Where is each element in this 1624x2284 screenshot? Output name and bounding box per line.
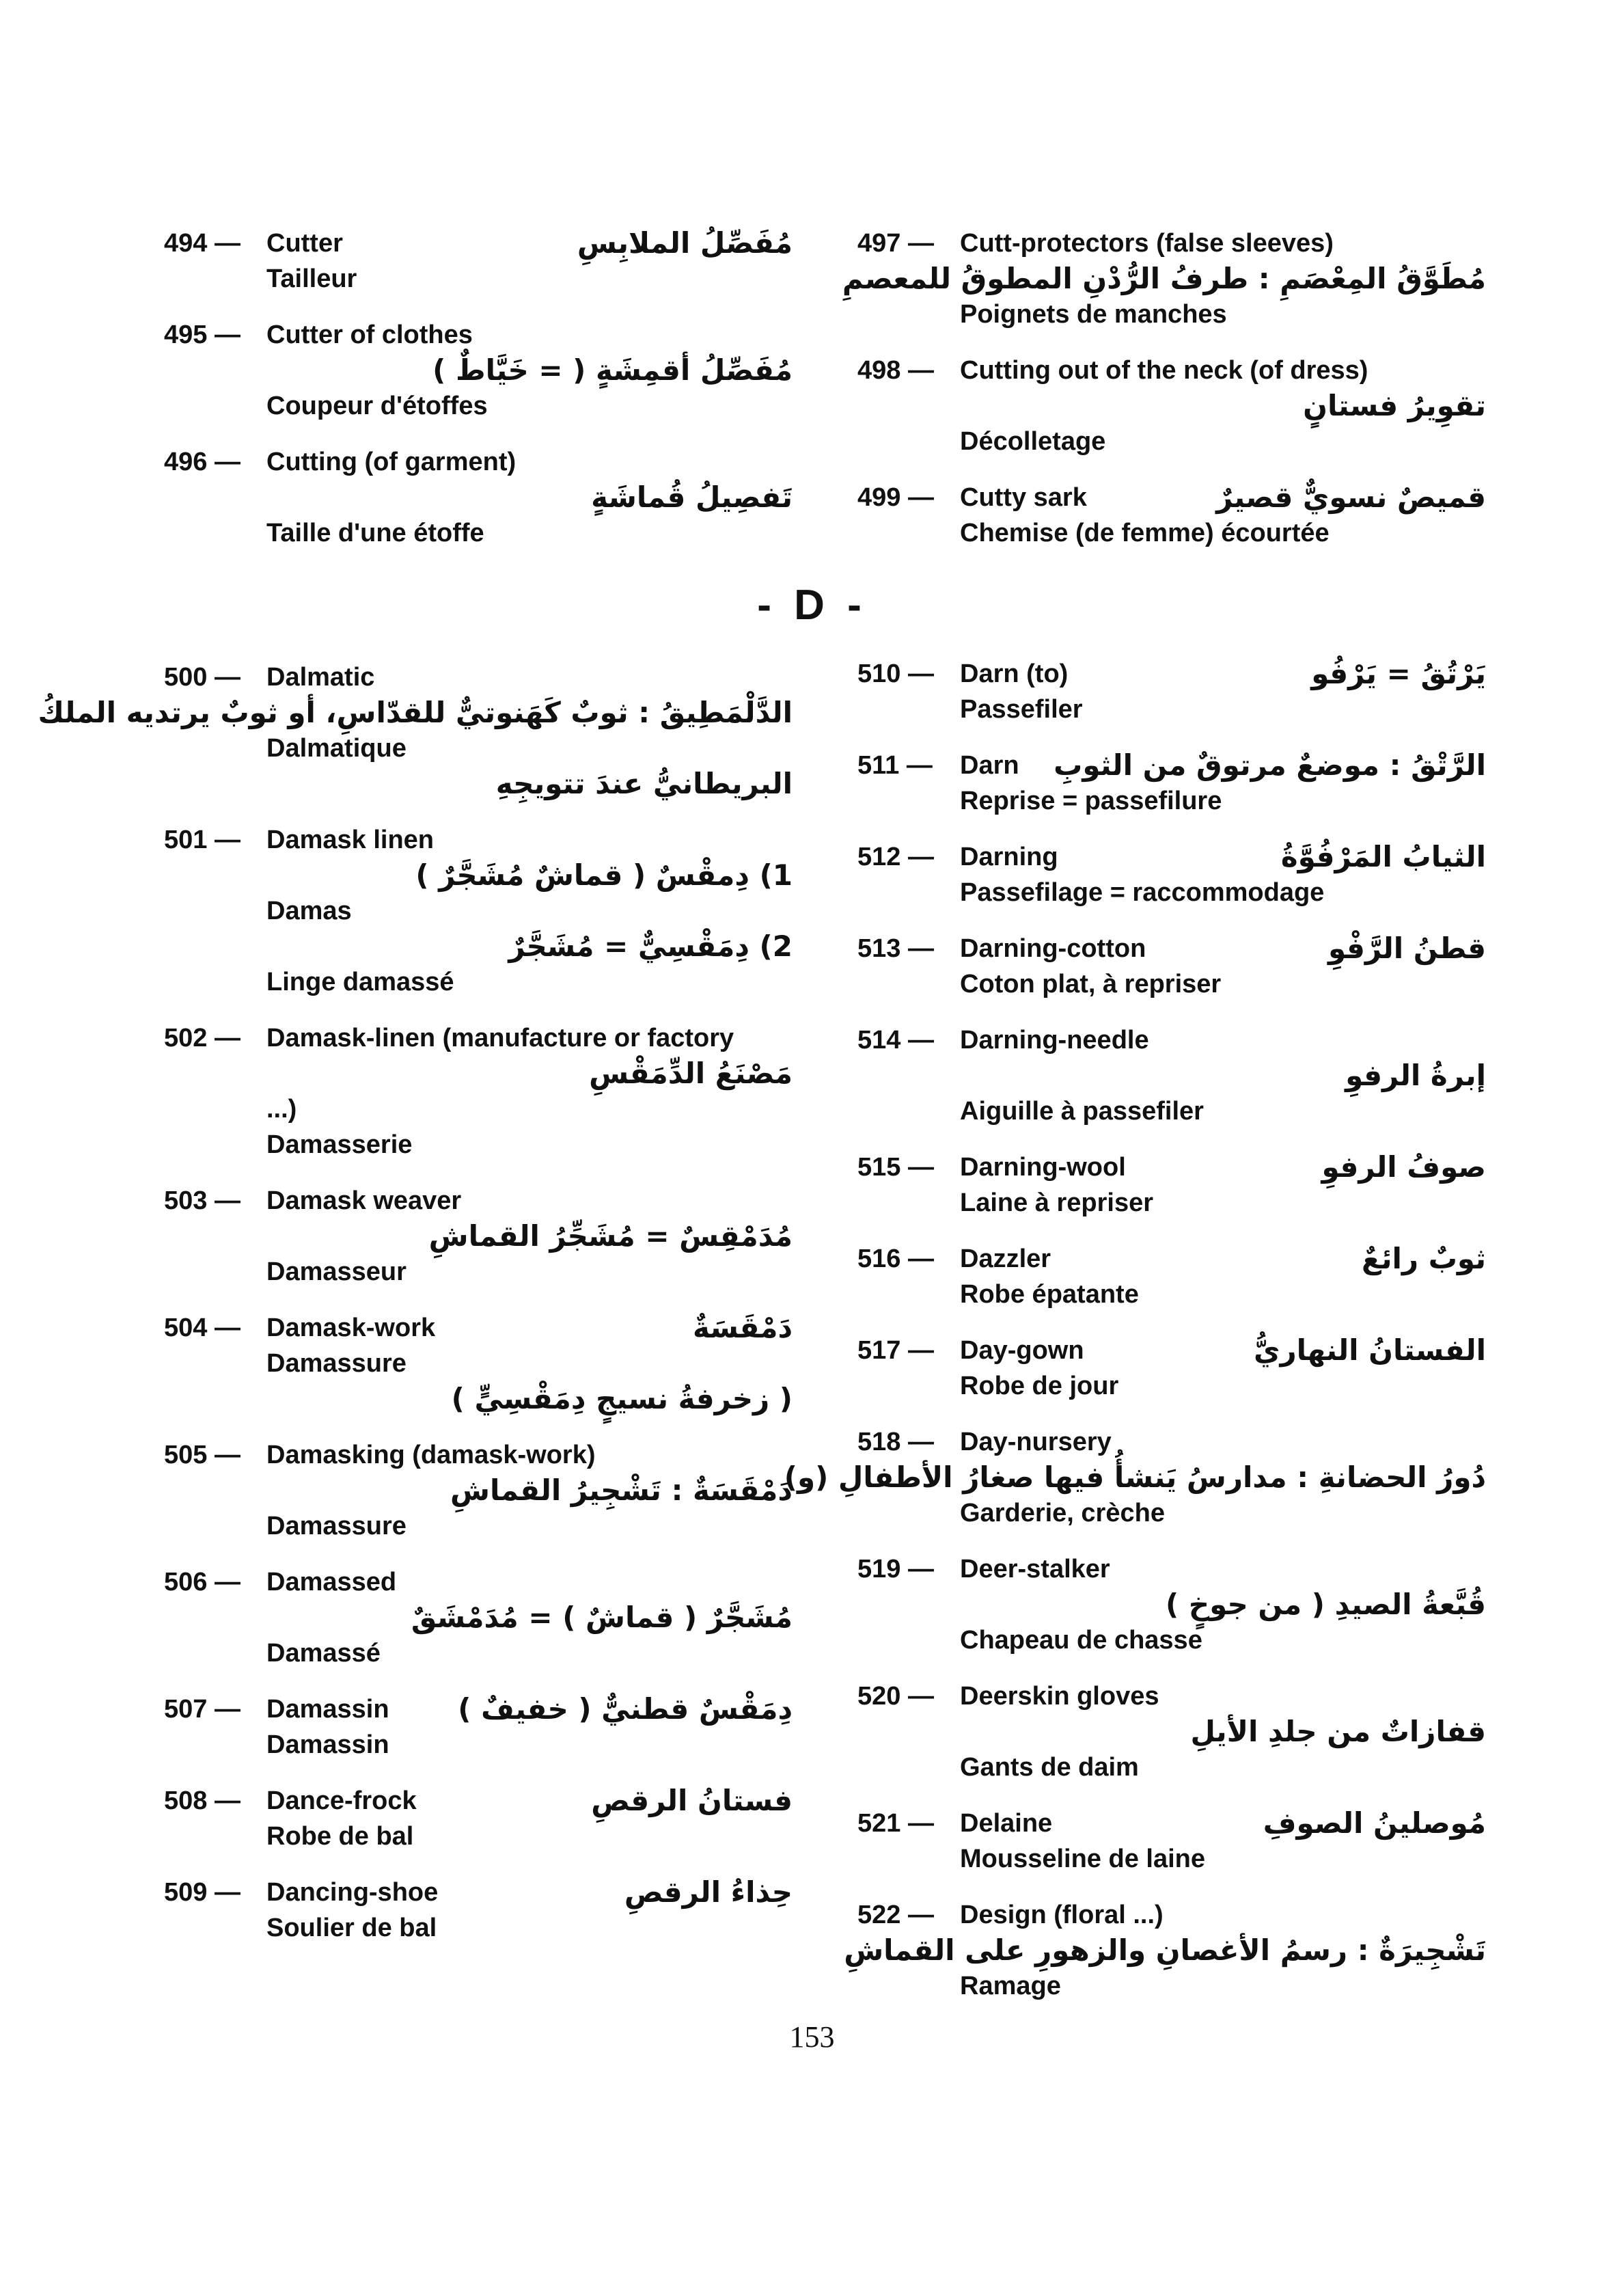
entry-arabic: قميصٌ نسويٌّ قصيرٌ (1216, 480, 1486, 514)
entry-504 (164, 1310, 793, 1417)
entry-518 (784, 1424, 1486, 1531)
entry-506 (164, 1564, 793, 1671)
entry-519 (857, 1551, 1486, 1658)
entry-number: 507 — (164, 1695, 240, 1724)
entry-number: 519 — (857, 1555, 934, 1583)
entry-arabic: صوفُ الرفوِ (1321, 1150, 1486, 1184)
entry-number: 506 — (164, 1568, 240, 1596)
page-number: 153 (789, 2020, 835, 2054)
entry-arabic: مَصْنَعُ الدِّمَقْسِ (589, 1057, 793, 1090)
entry-english-continued: ...) (266, 1095, 297, 1124)
entry-arabic: مُوصلينُ الصوفِ (1263, 1806, 1486, 1840)
entry-english: Design (floral ...) (960, 1901, 1164, 1929)
entry-number: 517 — (857, 1336, 934, 1365)
entry-english: Damasking (damask-work) (266, 1441, 596, 1469)
entry-number: 508 — (164, 1786, 240, 1815)
entry-arabic: الثيابُ المَرْفُوَّةُ (1280, 840, 1486, 873)
entry-arabic: الفستانُ النهاريُّ (1254, 1333, 1486, 1367)
column-bottom-right (784, 656, 1486, 2024)
entry-number: 522 — (857, 1901, 934, 1929)
entry-515 (857, 1150, 1486, 1221)
entry-french: Gants de daim (960, 1753, 1139, 1782)
entry-number: 515 — (857, 1153, 934, 1182)
entry-french: Garderie, crèche (960, 1499, 1165, 1527)
entry-arabic: تَفصِيلُ قُماشَةٍ (591, 480, 793, 514)
entry-number: 501 — (164, 826, 240, 854)
entry-517 (857, 1333, 1486, 1404)
entry-number: 509 — (164, 1878, 240, 1907)
entry-arabic: دِمَقْسٌ قطنيٌّ ( خفيفٌ ) (458, 1692, 793, 1726)
entry-arabic: دُورُ الحضانةِ : مدارسُ يَنشأُ فيها صغارُ الأطفالِ (و) (784, 1460, 1486, 1494)
entry-arabic-sense-2: 2) دِمَقْسِيٌّ = مُشَجَّرٌ (508, 929, 793, 963)
entry-french: Coton plat, à repriser (960, 970, 1222, 998)
entry-english: Damask-work (266, 1314, 436, 1342)
entry-494 (164, 226, 793, 297)
entry-english: Cutter of clothes (266, 321, 473, 349)
entry-french: Tailleur (266, 264, 357, 293)
entry-arabic: يَرْتُقُ = يَرْفُو (1311, 657, 1486, 690)
entry-number: 513 — (857, 934, 934, 963)
entry-arabic: الرَّتْقُ : موضعٌ مرتوقٌ من الثوبِ (1054, 748, 1486, 782)
entry-498 (857, 353, 1486, 459)
entry-english: Dance-frock (266, 1786, 417, 1815)
entry-english: Damassed (266, 1568, 397, 1596)
entry-number: 499 — (857, 483, 934, 512)
entry-arabic: تَشْجِيرَةٌ : رسمُ الأغصانِ والزهورِ على القماشِ (844, 1933, 1486, 1967)
entry-502 (164, 1020, 793, 1163)
entry-french: Soulier de bal (266, 1914, 437, 1942)
entry-number: 514 — (857, 1026, 934, 1055)
entry-arabic: مُفَصِّلُ الملابِسِ (577, 226, 793, 260)
entry-french: Damassin (266, 1730, 389, 1759)
entry-french-sense-2: Linge damassé (266, 968, 454, 996)
entry-522 (844, 1897, 1486, 2004)
entry-509 (164, 1875, 793, 1946)
entry-arabic: مُشَجَّرٌ ( قماشٌ ) = مُدَمْشَقٌ (411, 1601, 793, 1634)
entry-french: Damas (266, 897, 352, 925)
entry-number: 504 — (164, 1314, 240, 1342)
entry-english: Deerskin gloves (960, 1682, 1159, 1711)
entry-arabic: دَمْقَسَةٌ : تَشْجِيرُ القماشِ (450, 1473, 793, 1507)
entry-516 (857, 1241, 1486, 1312)
entry-english: Darning-needle (960, 1026, 1149, 1055)
entry-number: 495 — (164, 321, 240, 349)
entry-english: Darn (960, 751, 1019, 780)
entry-french: Reprise = passefilure (960, 787, 1222, 815)
entry-arabic: قفازاتٌ من جلدِ الأيلِ (1190, 1715, 1486, 1748)
column-top-right (842, 226, 1486, 571)
entry-511 (857, 748, 1486, 819)
entry-495 (164, 317, 793, 424)
entry-510 (857, 656, 1486, 727)
entry-arabic: مُفَصِّلُ أقمِشَةٍ ( = خَيَّاطٌ ) (432, 353, 793, 387)
entry-arabic: مُدَمْقِسٌ = مُشَجِّرُ القماشِ (428, 1219, 793, 1253)
entry-arabic: فستانُ الرقصِ (591, 1784, 793, 1817)
entry-english: Cutting out of the neck (of dress) (960, 356, 1368, 385)
entry-arabic: تقوِيرُ فستانٍ (1303, 389, 1486, 422)
entry-french: Laine à repriser (960, 1188, 1154, 1217)
entry-arabic: قُبَّعةُ الصيدِ ( من جوخٍ ) (1166, 1588, 1486, 1621)
entry-arabic: قطنُ الرَّفْوِ (1328, 932, 1486, 965)
entry-number: 496 — (164, 448, 240, 476)
entry-french: Dalmatique (266, 734, 407, 763)
entry-number: 518 — (857, 1428, 934, 1456)
entry-number: 503 — (164, 1186, 240, 1215)
entry-number: 497 — (857, 229, 934, 258)
entry-number: 516 — (857, 1245, 934, 1273)
entry-french: Coupeur d'étoffes (266, 392, 488, 420)
entry-english: Dalmatic (266, 663, 375, 692)
entry-number: 502 — (164, 1024, 240, 1052)
entry-arabic-continued: البريطانيُّ عندَ تتويجِهِ (495, 767, 793, 800)
column-top-left (164, 226, 793, 571)
entry-french: Passefiler (960, 695, 1083, 724)
entry-english: Darn (to) (960, 660, 1069, 688)
entry-french: Robe épatante (960, 1280, 1139, 1309)
entry-french: Taille d'une étoffe (266, 519, 484, 547)
entry-english: Cutting (of garment) (266, 448, 517, 476)
entry-french: Damasseur (266, 1257, 407, 1286)
entry-521 (857, 1806, 1486, 1877)
entry-english: Deer-stalker (960, 1555, 1110, 1583)
entry-number: 510 — (857, 660, 934, 688)
entry-english: Dazzler (960, 1245, 1051, 1273)
entry-arabic-note: ( زخرفةُ نسيجٍ دِمَقْسِيٍّ ) (451, 1382, 793, 1415)
entry-french: Décolletage (960, 427, 1106, 456)
entry-arabic: الدَّلْمَطِيقُ : ثوبٌ كَهَنوتيٌّ للقدّاسِ، أو ثوبٌ يرتديه الملكُ (38, 696, 793, 729)
entry-english: Delaine (960, 1809, 1053, 1838)
entry-english: Day-nursery (960, 1428, 1112, 1456)
entry-503 (164, 1183, 793, 1290)
entry-arabic: 1) دِمقْسٌ ( قماشٌ مُشَجَّرٌ ) (415, 858, 793, 892)
entry-english: Day-gown (960, 1336, 1084, 1365)
entry-english: Darning-wool (960, 1153, 1126, 1182)
entry-french: Damassé (266, 1639, 381, 1668)
entry-number: 521 — (857, 1809, 934, 1838)
entry-english: Damask weaver (266, 1186, 462, 1215)
entry-english: Damassin (266, 1695, 389, 1724)
entry-520 (857, 1678, 1486, 1785)
entry-english: Cutty sark (960, 483, 1087, 512)
entry-496 (164, 444, 793, 551)
entry-english: Cutter (266, 229, 343, 258)
entry-number: 505 — (164, 1441, 240, 1469)
entry-497 (842, 226, 1486, 332)
entry-english: Damask linen (266, 826, 434, 854)
entry-french: Passefilage = raccommodage (960, 878, 1325, 907)
entry-arabic: ثوبٌ رائعٌ (1362, 1242, 1486, 1275)
entry-512 (857, 839, 1486, 910)
entry-508 (164, 1783, 793, 1854)
entry-french: Mousseline de laine (960, 1845, 1205, 1873)
entry-number: 511 — (857, 751, 933, 780)
entry-arabic: حِذاءُ الرقصِ (624, 1875, 793, 1909)
entry-french: Robe de jour (960, 1372, 1119, 1400)
entry-arabic: دَمْقَسَةٌ (693, 1311, 793, 1344)
entry-number: 494 — (164, 229, 240, 258)
entry-number: 520 — (857, 1682, 934, 1711)
entry-english: Damask-linen (manufacture or factory (266, 1024, 734, 1052)
entry-french: Damassure (266, 1512, 407, 1540)
entry-513 (857, 931, 1486, 1002)
entry-english: Darning (960, 843, 1058, 871)
entry-french: Poignets de manches (960, 300, 1227, 329)
entry-french: Robe de bal (266, 1822, 414, 1851)
section-letter-heading: - D - (757, 582, 867, 629)
entry-french: Damassure (266, 1349, 407, 1378)
entry-arabic: مُطَوَّقُ المِعْصَمِ : طرفُ الرُّدْنِ المطوقُ للمعصمِ (842, 262, 1486, 295)
entry-english: Cutt-protectors (false sleeves) (960, 229, 1334, 258)
entry-english: Darning-cotton (960, 934, 1146, 963)
entry-514 (857, 1022, 1486, 1129)
column-bottom-left (38, 660, 793, 1966)
entry-number: 512 — (857, 843, 934, 871)
entry-500 (38, 660, 793, 802)
entry-number: 498 — (857, 356, 934, 385)
entry-french: Ramage (960, 1972, 1061, 2000)
entry-arabic: إبرةُ الرفوِ (1345, 1059, 1486, 1092)
entry-french: Chemise (de femme) écourtée (960, 519, 1330, 547)
entry-english: Dancing-shoe (266, 1878, 439, 1907)
entry-499 (857, 480, 1486, 551)
entry-french: Damasserie (266, 1130, 413, 1159)
entry-french: Chapeau de chasse (960, 1626, 1202, 1655)
entry-501 (164, 822, 793, 1000)
entry-number: 500 — (164, 663, 240, 692)
entry-507 (164, 1691, 793, 1763)
entry-french: Aiguille à passefiler (960, 1097, 1204, 1126)
entry-505 (164, 1437, 793, 1544)
